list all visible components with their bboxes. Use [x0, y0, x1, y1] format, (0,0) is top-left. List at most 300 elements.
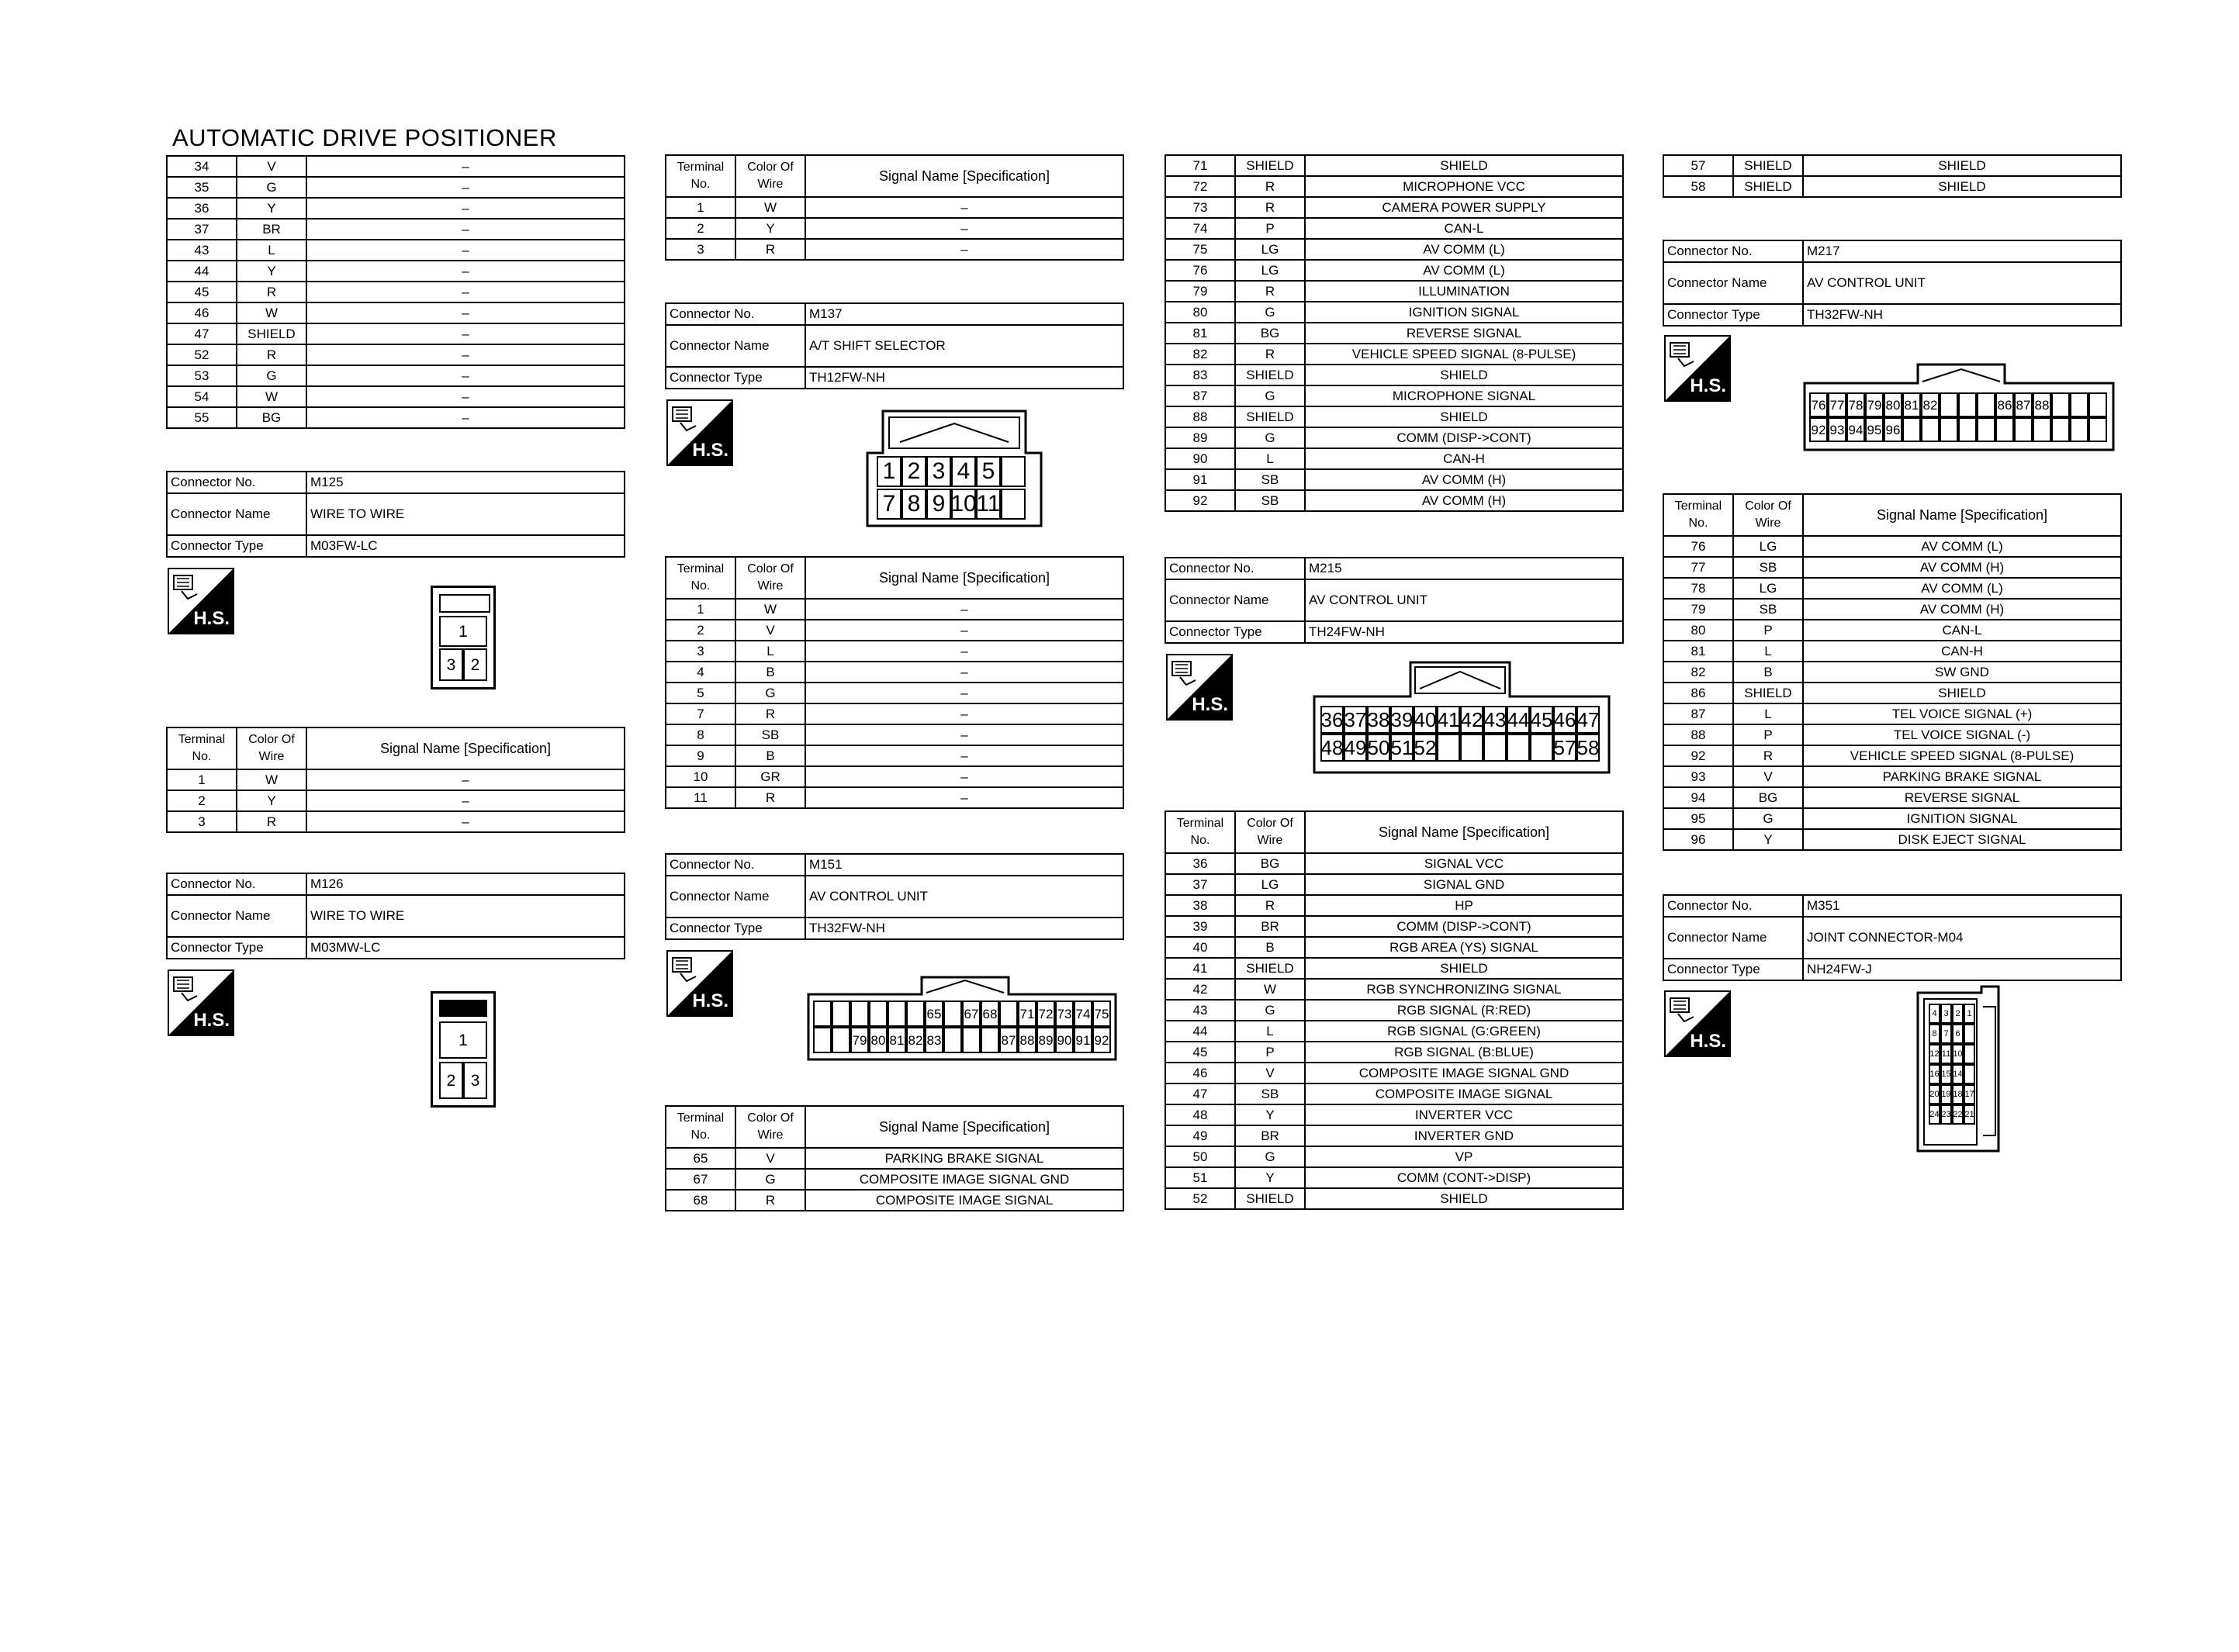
- pin: [2088, 392, 2107, 417]
- terminal-no-cell: 58: [1663, 176, 1733, 197]
- pin: 91: [1074, 1027, 1092, 1053]
- connector-no-value: M217: [1803, 240, 2121, 262]
- table-row: [1663, 683, 2121, 703]
- wire-color-cell: R: [237, 811, 306, 832]
- wire-color-cell: SHIELD: [1733, 155, 1803, 176]
- header-signal: Signal Name [Specification]: [1305, 811, 1623, 853]
- table-row: [1663, 745, 2121, 766]
- pin: 39: [1390, 706, 1414, 734]
- terminal-table-m151: [665, 1105, 1124, 1211]
- table-row: [1165, 197, 1623, 218]
- pin: 95: [1865, 417, 1884, 442]
- wire-color-cell: B: [1733, 662, 1803, 683]
- wire-color-cell: G: [1235, 1146, 1305, 1167]
- signal-name-cell: INVERTER VCC: [1305, 1104, 1623, 1125]
- table-row: [1165, 448, 1623, 469]
- signal-name-cell: –: [306, 198, 625, 219]
- connector-diagram-m217: [1801, 361, 2116, 453]
- pin: 82: [906, 1027, 925, 1053]
- terminal-table-m137: [665, 556, 1124, 809]
- connector-name-value: AV CONTROL UNIT: [1803, 262, 2121, 304]
- terminal-no-cell: 78: [1663, 578, 1733, 599]
- signal-name-cell: SHIELD: [1305, 1188, 1623, 1209]
- wire-color-cell: R: [735, 239, 805, 260]
- signal-name-cell: RGB SIGNAL (B:BLUE): [1305, 1042, 1623, 1063]
- terminal-no-cell: 95: [1663, 808, 1733, 829]
- wire-color-cell: W: [735, 197, 805, 218]
- wire-color-cell: Y: [1235, 1167, 1305, 1188]
- pin: 11: [1940, 1044, 1952, 1064]
- wire-color-cell: L: [1235, 1021, 1305, 1042]
- signal-name-cell: –: [306, 177, 625, 198]
- signal-name-cell: CAN-L: [1803, 620, 2121, 641]
- connector-no-label: Connector No.: [167, 873, 306, 895]
- header-color: Color Of Wire: [1733, 494, 1803, 536]
- connector-diagram-m151: [805, 974, 1119, 1063]
- table-row: [1165, 1063, 1623, 1083]
- terminal-no-cell: 3: [666, 239, 735, 260]
- table-row: [1165, 260, 1623, 281]
- pin: [1507, 734, 1530, 762]
- pin: 24: [1929, 1104, 1940, 1125]
- signal-name-cell: –: [805, 703, 1123, 724]
- table-row: [666, 745, 1123, 766]
- header-color: Color Of Wire: [735, 155, 805, 197]
- pin: 90: [1055, 1027, 1074, 1053]
- hs-label: H.S.: [1690, 375, 1726, 396]
- table-row: [1663, 578, 2121, 599]
- table-row: [1663, 829, 2121, 850]
- pin: 14: [1952, 1064, 1964, 1084]
- connector-name-value: WIRE TO WIRE: [306, 493, 625, 535]
- wire-color-cell: SHIELD: [1235, 365, 1305, 385]
- pin: 48: [1320, 734, 1344, 762]
- harness-side-icon: [666, 399, 733, 466]
- pin: [1940, 417, 1958, 442]
- connector-info-m125: [166, 471, 625, 558]
- signal-name-cell: –: [805, 599, 1123, 620]
- pin: [1530, 734, 1553, 762]
- signal-name-cell: –: [306, 219, 625, 240]
- signal-name-cell: –: [306, 386, 625, 407]
- wire-color-cell: R: [237, 344, 306, 365]
- connector-name-label: Connector Name: [167, 493, 306, 535]
- connector-type-label: Connector Type: [1663, 304, 1803, 326]
- signal-name-cell: CAN-H: [1803, 641, 2121, 662]
- signal-name-cell: AV COMM (H): [1803, 599, 2121, 620]
- signal-name-cell: AV COMM (H): [1803, 557, 2121, 578]
- signal-name-cell: –: [306, 282, 625, 302]
- table-row: [1165, 323, 1623, 344]
- terminal-no-cell: 55: [167, 407, 237, 428]
- signal-name-cell: –: [805, 239, 1123, 260]
- signal-name-cell: COMM (DISP->CONT): [1305, 427, 1623, 448]
- pin: 43: [1483, 706, 1507, 734]
- wire-color-cell: P: [1235, 1042, 1305, 1063]
- signal-name-cell: –: [805, 662, 1123, 683]
- terminal-no-cell: 54: [167, 386, 237, 407]
- header-color: Color Of Wire: [237, 728, 306, 769]
- pin: [2070, 417, 2088, 442]
- terminal-no-cell: 90: [1165, 448, 1235, 469]
- connector-info-m137: [665, 302, 1124, 389]
- wire-color-cell: SHIELD: [1235, 1188, 1305, 1209]
- pin: 1: [1964, 1004, 1975, 1024]
- header-signal: Signal Name [Specification]: [306, 728, 625, 769]
- table-row: [1165, 1167, 1623, 1188]
- wire-color-cell: V: [735, 1148, 805, 1169]
- terminal-no-cell: 65: [666, 1148, 735, 1169]
- signal-name-cell: –: [805, 197, 1123, 218]
- wire-color-cell: V: [1235, 1063, 1305, 1083]
- signal-name-cell: TEL VOICE SIGNAL (+): [1803, 703, 2121, 724]
- pin: 92: [1092, 1027, 1111, 1053]
- pin: 57: [1553, 734, 1576, 762]
- wire-color-cell: LG: [1733, 578, 1803, 599]
- connector-name-value: JOINT CONNECTOR-M04: [1803, 917, 2121, 959]
- pin: 77: [1828, 392, 1846, 417]
- table-row: [1165, 874, 1623, 895]
- signal-name-cell: ILLUMINATION: [1305, 281, 1623, 302]
- connector-type-value: M03FW-LC: [306, 535, 625, 557]
- header-color: Color Of Wire: [735, 1106, 805, 1148]
- wire-color-cell: SHIELD: [237, 323, 306, 344]
- terminal-table-col1: [166, 155, 625, 429]
- signal-name-cell: COMPOSITE IMAGE SIGNAL: [805, 1190, 1123, 1211]
- table-row: [1165, 1146, 1623, 1167]
- header-color: Color Of Wire: [735, 557, 805, 599]
- terminal-no-cell: 41: [1165, 958, 1235, 979]
- pin: 21: [1964, 1104, 1975, 1125]
- pin: [1437, 734, 1460, 762]
- wire-color-cell: BG: [1733, 787, 1803, 808]
- table-row: [1663, 536, 2121, 557]
- connector-name-label: Connector Name: [1663, 917, 1803, 959]
- connector-name-label: Connector Name: [1165, 579, 1305, 621]
- wire-color-cell: SHIELD: [1733, 683, 1803, 703]
- terminal-no-cell: 80: [1165, 302, 1235, 323]
- pin: 37: [1344, 706, 1367, 734]
- wire-color-cell: V: [735, 620, 805, 641]
- wire-color-cell: LG: [1733, 536, 1803, 557]
- table-row: [167, 240, 625, 261]
- signal-name-cell: SHIELD: [1305, 365, 1623, 385]
- signal-name-cell: SHIELD: [1803, 683, 2121, 703]
- pin: 2: [1952, 1004, 1964, 1024]
- terminal-no-cell: 40: [1165, 937, 1235, 958]
- pin: 36: [1320, 706, 1344, 734]
- signal-name-cell: PARKING BRAKE SIGNAL: [805, 1148, 1123, 1169]
- wire-color-cell: V: [237, 156, 306, 177]
- pin: 96: [1884, 417, 1902, 442]
- wire-color-cell: BG: [237, 407, 306, 428]
- connector-no-label: Connector No.: [1165, 558, 1305, 579]
- terminal-no-cell: 4: [666, 662, 735, 683]
- wire-color-cell: Y: [1235, 1104, 1305, 1125]
- signal-name-cell: RGB SIGNAL (R:RED): [1305, 1000, 1623, 1021]
- terminal-no-cell: 73: [1165, 197, 1235, 218]
- terminal-no-cell: 7: [666, 703, 735, 724]
- harness-side-icon: [666, 950, 733, 1017]
- signal-name-cell: VP: [1305, 1146, 1623, 1167]
- table-row: [167, 344, 625, 365]
- table-row: [1165, 1188, 1623, 1209]
- terminal-no-cell: 67: [666, 1169, 735, 1190]
- pin: [888, 1001, 906, 1027]
- signal-name-cell: MICROPHONE VCC: [1305, 176, 1623, 197]
- pin: 10: [1952, 1044, 1964, 1064]
- terminal-no-cell: 47: [1165, 1083, 1235, 1104]
- signal-name-cell: VEHICLE SPEED SIGNAL (8-PULSE): [1305, 344, 1623, 365]
- terminal-no-cell: 77: [1663, 557, 1733, 578]
- pin: 87: [2014, 392, 2033, 417]
- table-row: [1663, 787, 2121, 808]
- pin: 50: [1367, 734, 1390, 762]
- pin: 72: [1036, 1001, 1055, 1027]
- hs-label: H.S.: [1192, 694, 1228, 715]
- table-row: [666, 703, 1123, 724]
- connector-no-label: Connector No.: [666, 854, 805, 876]
- terminal-table-m215: [1164, 810, 1624, 1210]
- pin: [999, 1001, 1018, 1027]
- connector-name-label: Connector Name: [666, 876, 805, 918]
- table-row: [1663, 808, 2121, 829]
- pin: 16: [1929, 1064, 1940, 1084]
- pin: [943, 1001, 962, 1027]
- connector-diagram-m126: [431, 991, 496, 1108]
- connector-name-label: Connector Name: [666, 325, 805, 367]
- wire-color-cell: G: [1235, 302, 1305, 323]
- wire-color-cell: L: [1733, 641, 1803, 662]
- harness-side-icon: [1664, 335, 1731, 402]
- table-row: [1165, 937, 1623, 958]
- wire-color-cell: R: [237, 282, 306, 302]
- signal-name-cell: SIGNAL GND: [1305, 874, 1623, 895]
- wire-color-cell: LG: [1235, 874, 1305, 895]
- connector-no-label: Connector No.: [1663, 895, 1803, 917]
- table-row: [1663, 703, 2121, 724]
- table-row: [1165, 302, 1623, 323]
- wire-color-cell: R: [1733, 745, 1803, 766]
- table-row: [1165, 239, 1623, 260]
- wire-color-cell: R: [735, 703, 805, 724]
- harness-side-icon: [168, 969, 234, 1036]
- pin: [962, 1027, 981, 1053]
- signal-name-cell: HP: [1305, 895, 1623, 916]
- pin: 15: [1940, 1064, 1952, 1084]
- pin: [1958, 417, 1977, 442]
- wire-color-cell: R: [735, 787, 805, 808]
- connector-info-m126: [166, 873, 625, 959]
- pin: [832, 1001, 850, 1027]
- hs-label: H.S.: [1690, 1031, 1726, 1052]
- table-row: [1165, 853, 1623, 874]
- pin: 79: [850, 1027, 869, 1053]
- terminal-no-cell: 57: [1663, 155, 1733, 176]
- terminal-no-cell: 1: [666, 197, 735, 218]
- terminal-no-cell: 50: [1165, 1146, 1235, 1167]
- hs-label: H.S.: [193, 1010, 230, 1031]
- table-row: [167, 407, 625, 428]
- pin: 52: [1414, 734, 1437, 762]
- wire-color-cell: P: [1733, 620, 1803, 641]
- wire-color-cell: L: [1235, 448, 1305, 469]
- pin: [981, 1027, 999, 1053]
- connector-type-label: Connector Type: [167, 535, 306, 557]
- signal-name-cell: –: [805, 641, 1123, 662]
- terminal-no-cell: 76: [1165, 260, 1235, 281]
- wire-color-cell: SB: [1235, 490, 1305, 511]
- pin: 3: [1940, 1004, 1952, 1024]
- table-row: [666, 620, 1123, 641]
- wire-color-cell: P: [1235, 218, 1305, 239]
- page-title: AUTOMATIC DRIVE POSITIONER: [172, 124, 557, 151]
- table-row: [167, 156, 625, 177]
- signal-name-cell: AV COMM (H): [1305, 469, 1623, 490]
- terminal-no-cell: 51: [1165, 1167, 1235, 1188]
- wire-color-cell: W: [1235, 979, 1305, 1000]
- table-row: [666, 683, 1123, 703]
- signal-name-cell: CAMERA POWER SUPPLY: [1305, 197, 1623, 218]
- terminal-no-cell: 52: [167, 344, 237, 365]
- pin: 8: [1929, 1024, 1940, 1044]
- pin: [832, 1027, 850, 1053]
- signal-name-cell: AV COMM (L): [1305, 239, 1623, 260]
- terminal-no-cell: 3: [666, 641, 735, 662]
- pin: 41: [1437, 706, 1460, 734]
- pin: 4: [951, 456, 976, 487]
- terminal-no-cell: 89: [1165, 427, 1235, 448]
- signal-name-cell: –: [306, 407, 625, 428]
- signal-name-cell: –: [805, 745, 1123, 766]
- connector-no-value: M125: [306, 472, 625, 493]
- pin: [2014, 417, 2033, 442]
- table-row: [666, 662, 1123, 683]
- connector-no-label: Connector No.: [666, 303, 805, 325]
- wire-color-cell: W: [237, 769, 306, 790]
- connector-no-value: M351: [1803, 895, 2121, 917]
- wire-color-cell: R: [1235, 895, 1305, 916]
- wire-color-cell: B: [1235, 937, 1305, 958]
- terminal-no-cell: 34: [167, 156, 237, 177]
- table-row: [167, 198, 625, 219]
- connector-type-value: M03MW-LC: [306, 937, 625, 959]
- table-row: [1165, 427, 1623, 448]
- terminal-no-cell: 75: [1165, 239, 1235, 260]
- connector-type-label: Connector Type: [666, 367, 805, 389]
- table-row: [1165, 344, 1623, 365]
- pin: 80: [869, 1027, 888, 1053]
- signal-name-cell: CAN-L: [1305, 218, 1623, 239]
- pin: 42: [1460, 706, 1483, 734]
- signal-name-cell: SHIELD: [1305, 958, 1623, 979]
- terminal-no-cell: 37: [167, 219, 237, 240]
- header-signal: Signal Name [Specification]: [805, 1106, 1123, 1148]
- terminal-no-cell: 87: [1165, 385, 1235, 406]
- signal-name-cell: SHIELD: [1305, 155, 1623, 176]
- terminal-no-cell: 81: [1165, 323, 1235, 344]
- signal-name-cell: AV COMM (L): [1803, 578, 2121, 599]
- table-row: [167, 386, 625, 407]
- pin: 10: [951, 489, 976, 520]
- table-row: [666, 197, 1123, 218]
- signal-name-cell: SHIELD: [1803, 176, 2121, 197]
- pin: 76: [1809, 392, 1828, 417]
- terminal-no-cell: 86: [1663, 683, 1733, 703]
- pin: 9: [926, 489, 951, 520]
- pin: 74: [1074, 1001, 1092, 1027]
- connector-no-label: Connector No.: [167, 472, 306, 493]
- pin: 86: [1995, 392, 2014, 417]
- pin: [1964, 1064, 1975, 1084]
- wire-color-cell: B: [735, 745, 805, 766]
- pin: [906, 1001, 925, 1027]
- table-row: [167, 219, 625, 240]
- pin: 82: [1921, 392, 1940, 417]
- connector-diagram-m215: [1311, 659, 1614, 777]
- table-row: [167, 302, 625, 323]
- header-terminal: Terminal No.: [666, 155, 735, 197]
- wire-color-cell: G: [1235, 1000, 1305, 1021]
- pin: [1940, 392, 1958, 417]
- table-row: [1165, 155, 1623, 176]
- table-row: [1165, 469, 1623, 490]
- wire-color-cell: GR: [735, 766, 805, 787]
- terminal-no-cell: 76: [1663, 536, 1733, 557]
- pin: [1460, 734, 1483, 762]
- pin: 88: [1018, 1027, 1036, 1053]
- connector-type-label: Connector Type: [1663, 959, 1803, 980]
- signal-name-cell: –: [306, 769, 625, 790]
- terminal-no-cell: 92: [1165, 490, 1235, 511]
- connector-name-value: WIRE TO WIRE: [306, 895, 625, 937]
- wire-color-cell: LG: [1235, 260, 1305, 281]
- terminal-no-cell: 2: [666, 620, 735, 641]
- wire-color-cell: SHIELD: [1235, 958, 1305, 979]
- pin: 93: [1828, 417, 1846, 442]
- table-row: [1165, 895, 1623, 916]
- terminal-table-col3-top: [1164, 154, 1624, 512]
- terminal-no-cell: 82: [1663, 662, 1733, 683]
- table-row: [1165, 916, 1623, 937]
- wire-color-cell: BR: [237, 219, 306, 240]
- pin: 3: [463, 1062, 487, 1099]
- table-row: [1663, 620, 2121, 641]
- terminal-no-cell: 49: [1165, 1125, 1235, 1146]
- pin: [1977, 417, 1995, 442]
- table-row: [666, 1148, 1123, 1169]
- table-row: [1165, 218, 1623, 239]
- connector-diagram-m137: [861, 410, 1047, 527]
- connector-diagram-m351: [1915, 983, 2002, 1154]
- signal-name-cell: –: [306, 323, 625, 344]
- wire-color-cell: SHIELD: [1733, 176, 1803, 197]
- signal-name-cell: COMM (CONT->DISP): [1305, 1167, 1623, 1188]
- signal-name-cell: RGB AREA (YS) SIGNAL: [1305, 937, 1623, 958]
- signal-name-cell: COMPOSITE IMAGE SIGNAL GND: [805, 1169, 1123, 1190]
- table-row: [167, 769, 625, 790]
- pin: 58: [1576, 734, 1600, 762]
- terminal-no-cell: 46: [167, 302, 237, 323]
- signal-name-cell: INVERTER GND: [1305, 1125, 1623, 1146]
- pin: 6: [1952, 1024, 1964, 1044]
- header-terminal: Terminal No.: [1165, 811, 1235, 853]
- pin: 40: [1414, 706, 1437, 734]
- table-row: [1663, 176, 2121, 197]
- pin: [943, 1027, 962, 1053]
- pin: 1: [877, 456, 901, 487]
- terminal-no-cell: 81: [1663, 641, 1733, 662]
